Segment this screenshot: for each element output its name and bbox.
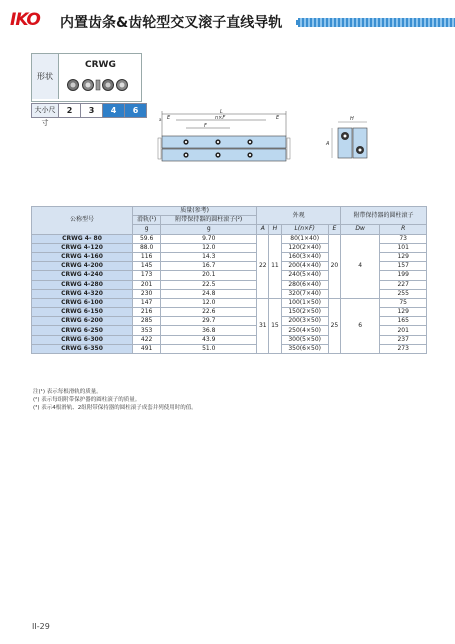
R-cell: 201: [380, 326, 427, 335]
model-cell: CRWG 4-160: [32, 252, 133, 261]
L-cell: 80(1×40): [281, 234, 328, 243]
model-cell: CRWG 6-100: [32, 298, 133, 307]
model-cell: CRWG 4-240: [32, 271, 133, 280]
dimension-drawing: [148, 108, 408, 188]
col-roller-unit: g: [161, 225, 257, 234]
col-Dw-header: Dw: [341, 225, 380, 234]
col-roller-mass-header: 附带保持器的圆柱滚子(²): [161, 216, 257, 225]
model-cell: CRWG 4-280: [32, 280, 133, 289]
model-cell: CRWG 6-300: [32, 335, 133, 344]
E-cell: 25: [328, 298, 340, 353]
dim-E-right-label: E: [276, 115, 280, 121]
model-cell: CRWG 4- 80: [32, 234, 133, 243]
spec-table: [31, 206, 427, 354]
R-cell: 129: [380, 252, 427, 261]
roller-mass-cell: 12.0: [161, 243, 257, 252]
footnote: 注(¹) 表示每根滑轨的质量。: [33, 389, 102, 395]
size-selector: [31, 103, 147, 127]
roller-mass-cell: 22.6: [161, 308, 257, 317]
model-cell: CRWG 4-200: [32, 262, 133, 271]
title-decoration-bar: [298, 18, 455, 27]
rail-mass-cell: 422: [133, 335, 161, 344]
R-cell: 75: [380, 298, 427, 307]
dim-mark-a: a: [159, 117, 162, 122]
footnote: (²) 表示每组附带保护器的圆柱滚子的质量。: [33, 397, 141, 403]
L-cell: 200(3×50): [281, 317, 328, 326]
col-A-header: A: [257, 225, 269, 234]
Dw-cell: 4: [341, 234, 380, 298]
model-cell: CRWG 4-320: [32, 289, 133, 298]
model-cell: CRWG 6-250: [32, 326, 133, 335]
rail-cross-section-icon: [66, 78, 130, 92]
col-rail-mass-header: 滑轨(¹): [133, 216, 161, 225]
L-cell: 240(5×40): [281, 271, 328, 280]
col-R-header: R: [380, 225, 427, 234]
model-cell: CRWG 6-200: [32, 317, 133, 326]
rail-mass-cell: 173: [133, 271, 161, 280]
col-E-header: E: [328, 225, 340, 234]
dim-F-label: F: [204, 123, 207, 129]
roller-mass-cell: 29.7: [161, 317, 257, 326]
dim-nF-label: n×F: [215, 115, 226, 121]
R-cell: 237: [380, 335, 427, 344]
footnote: (³) 表示4根滑轨、2组附带保持器的圆柱滚子成套并列使用时的值。: [33, 405, 197, 411]
size-4-selected: 4: [103, 104, 125, 117]
iko-logo: IKO: [10, 10, 40, 30]
page-number: II-29: [32, 622, 50, 631]
rail-mass-cell: 59.6: [133, 234, 161, 243]
col-model-header: 公称型号: [32, 207, 133, 235]
size-6-selected: 6: [125, 104, 146, 117]
R-cell: 129: [380, 308, 427, 317]
L-cell: 100(1×50): [281, 298, 328, 307]
footnotes: [33, 388, 197, 412]
shape-label: 形状: [32, 54, 59, 99]
R-cell: 255: [380, 289, 427, 298]
rail-mass-cell: 491: [133, 344, 161, 353]
A-cell: 31: [257, 298, 269, 353]
col-mass-header: 质量(参考): [133, 207, 257, 216]
L-cell: 300(5×50): [281, 335, 328, 344]
dim-H-label: H: [350, 116, 354, 122]
R-cell: 157: [380, 262, 427, 271]
rail-mass-cell: 116: [133, 252, 161, 261]
col-H-header: H: [269, 225, 281, 234]
dim-A-label: A: [326, 141, 330, 147]
R-cell: 101: [380, 243, 427, 252]
page-title: 内置齿条&齿轮型交叉滚子直线导轨: [60, 15, 283, 31]
dim-E-left-label: E: [167, 115, 171, 121]
roller-mass-cell: 14.3: [161, 252, 257, 261]
model-cell: CRWG 4-120: [32, 243, 133, 252]
col-L-header: L(n×F): [281, 225, 328, 234]
L-cell: 200(4×40): [281, 262, 328, 271]
L-cell: 350(6×50): [281, 344, 328, 353]
roller-mass-cell: 43.9: [161, 335, 257, 344]
rail-mass-cell: 147: [133, 298, 161, 307]
roller-mass-cell: 24.8: [161, 289, 257, 298]
model-cell: CRWG 6-350: [32, 344, 133, 353]
R-cell: 227: [380, 280, 427, 289]
rail-mass-cell: 353: [133, 326, 161, 335]
rail-mass-cell: 216: [133, 308, 161, 317]
L-cell: 320(7×40): [281, 289, 328, 298]
size-2: 2: [59, 104, 81, 117]
rail-mass-cell: 88.0: [133, 243, 161, 252]
roller-mass-cell: 51.0: [161, 344, 257, 353]
L-cell: 160(3×40): [281, 252, 328, 261]
R-cell: 73: [380, 234, 427, 243]
H-cell: 15: [269, 298, 281, 353]
table-row: [32, 234, 427, 243]
rail-mass-cell: 285: [133, 317, 161, 326]
col-dims-header: 外观: [257, 207, 341, 225]
roller-mass-cell: 16.7: [161, 262, 257, 271]
model-cell: CRWG 6-150: [32, 308, 133, 317]
col-rail-unit: g: [133, 225, 161, 234]
Dw-cell: 6: [341, 298, 380, 353]
page-header: [8, 6, 455, 36]
R-cell: 165: [380, 317, 427, 326]
R-cell: 199: [380, 271, 427, 280]
A-cell: 22: [257, 234, 269, 298]
table-row: [32, 298, 427, 307]
roller-mass-cell: 36.8: [161, 326, 257, 335]
rail-mass-cell: 230: [133, 289, 161, 298]
L-cell: 280(6×40): [281, 280, 328, 289]
H-cell: 11: [269, 234, 281, 298]
roller-mass-cell: 20.1: [161, 271, 257, 280]
roller-mass-cell: 22.5: [161, 280, 257, 289]
R-cell: 273: [380, 344, 427, 353]
roller-mass-cell: 9.70: [161, 234, 257, 243]
L-cell: 150(2×50): [281, 308, 328, 317]
roller-mass-cell: 12.0: [161, 298, 257, 307]
L-cell: 120(2×40): [281, 243, 328, 252]
rail-mass-cell: 201: [133, 280, 161, 289]
col-roller-set-header: 附带保持器的圆柱滚子: [341, 207, 427, 225]
dim-L-label: L: [220, 109, 223, 115]
size-label: 大小尺寸: [32, 104, 59, 117]
L-cell: 250(4×50): [281, 326, 328, 335]
E-cell: 20: [328, 234, 340, 298]
rail-mass-cell: 145: [133, 262, 161, 271]
size-3: 3: [81, 104, 103, 117]
shape-name: CRWG: [85, 60, 116, 70]
